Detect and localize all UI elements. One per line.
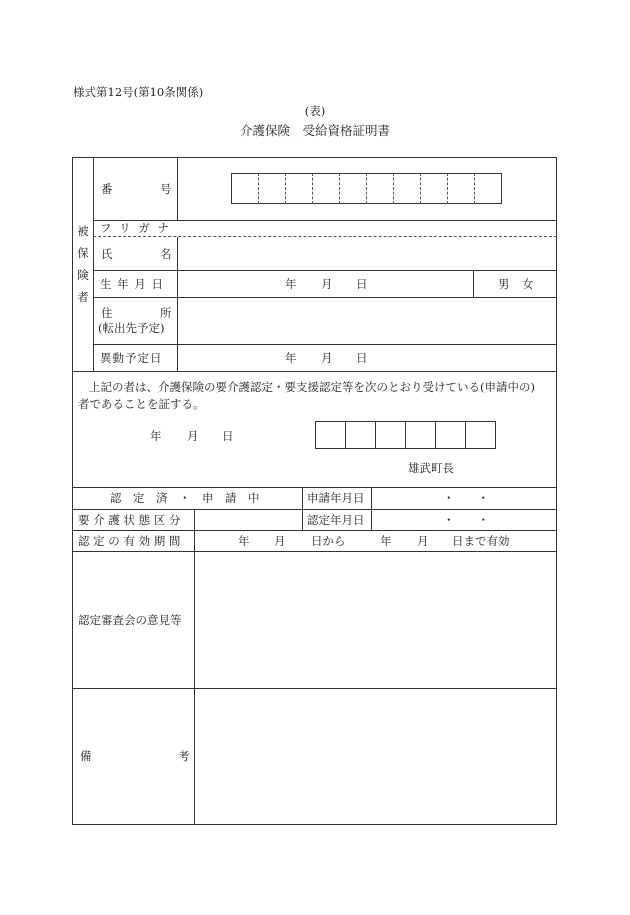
committee-label: 認定審査会の意見等 [78, 613, 182, 627]
issue-year: 年 [150, 429, 162, 443]
furigana-label: フ リ ガ ナ [100, 221, 171, 235]
dob-label: 生 年 月 日 [100, 277, 164, 291]
address-field[interactable] [178, 298, 556, 344]
number-label-2: 号 [160, 182, 172, 196]
validity-to-day: 日まで有効 [452, 534, 510, 548]
issuer: 雄武町長 [408, 461, 454, 475]
remarks-field[interactable] [195, 689, 556, 824]
address-label-2: 所 [160, 306, 172, 320]
name-label-2: 名 [160, 247, 172, 261]
cert-date-value[interactable]: ・ ・ [443, 513, 489, 527]
code-box-4[interactable] [405, 421, 436, 449]
move-day: 日 [356, 351, 368, 365]
dob-year: 年 [285, 277, 297, 291]
issue-month: 月 [187, 429, 199, 443]
move-year: 年 [285, 351, 297, 365]
validity-from-month: 月 [274, 534, 286, 548]
gender-male[interactable]: 男 [498, 277, 510, 291]
statement-line-1: 上記の者は、介護保険の要介護認定・要支援認定等を次のとおり受けている(申請中の) [89, 380, 535, 394]
address-note: (転出先予定) [98, 321, 165, 335]
validity-from-year: 年 [238, 534, 250, 548]
side-label: (表) [304, 104, 326, 118]
code-box-2[interactable] [345, 421, 376, 449]
statement-line-2: 者であることを証する。 [78, 397, 205, 411]
validity-to-month: 月 [417, 534, 429, 548]
care-level-label: 要 介 護 状 態 区 分 [78, 513, 181, 527]
issue-day: 日 [222, 429, 234, 443]
validity-from-day: 日から [311, 534, 346, 548]
name-label-1: 氏 [101, 247, 113, 261]
application-date-label: 申請年月日 [307, 491, 365, 505]
remarks-label-2: 考 [178, 749, 190, 763]
cert-date-label: 認定年月日 [307, 513, 365, 527]
validity-label: 認 定 の 有 効 期 間 [78, 534, 181, 548]
committee-field[interactable] [195, 552, 556, 688]
move-month: 月 [321, 351, 333, 365]
care-level-field[interactable] [195, 510, 302, 530]
code-box-5[interactable] [435, 421, 466, 449]
dob-day: 日 [356, 277, 368, 291]
code-box-3[interactable] [375, 421, 406, 449]
remarks-label-1: 備 [80, 749, 92, 763]
number-label-1: 番 [101, 182, 113, 196]
code-box-6[interactable] [465, 421, 496, 449]
furigana-field[interactable] [178, 221, 556, 236]
address-label-1: 住 [101, 306, 113, 320]
application-date-value[interactable]: ・ ・ [443, 491, 489, 505]
name-field[interactable] [178, 237, 556, 270]
document-title: 介護保険 受給資格証明書 [239, 123, 390, 138]
dob-month: 月 [321, 277, 333, 291]
insured-section-label: 被 保 険 者 [77, 224, 89, 304]
status-label[interactable]: 認 定 済 ・ 申 請 中 [110, 491, 260, 505]
code-box-1[interactable] [315, 421, 346, 449]
form-number: 様式第12号(第10条関係) [73, 85, 204, 99]
move-date-label: 異動予定日 [100, 351, 163, 365]
gender-female[interactable]: 女 [522, 277, 534, 291]
validity-to-year: 年 [380, 534, 392, 548]
